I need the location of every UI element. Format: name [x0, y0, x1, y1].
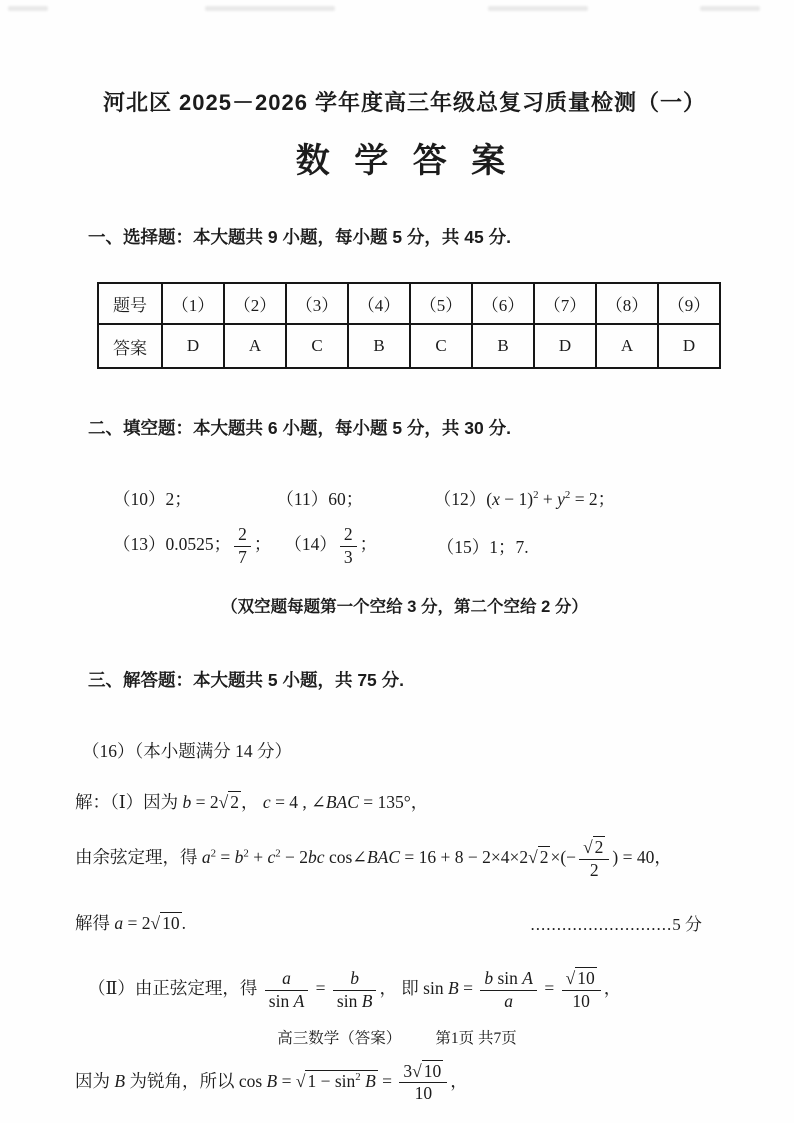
question-number-cell: （5）	[410, 283, 472, 324]
question-number-cell: （1）	[162, 283, 224, 324]
double-blank-scoring-note: （双空题每题第一个空给 3 分，第二个空给 2 分）	[221, 598, 588, 617]
fillin-answer-13: （13）0.0525； $\frac{2}{7}$ ；	[113, 524, 272, 567]
score-annotation	[531, 910, 703, 935]
question-number-cell: （3）	[286, 283, 348, 324]
scan-artifact	[205, 6, 335, 11]
answer-title: 数 学 答 案	[295, 143, 514, 180]
table-header-answer: 答案	[98, 324, 162, 368]
answer-cell: A	[596, 324, 658, 368]
solution-line-4: （Ⅱ）由正弦定理，得 $\frac{a}{\text{sin A}}$ = $\frac{b}{\text{sin B}}$ ， 即 sin B = $\frac{\text{b sin A}}{a}$ = $\frac{√ 10}{10}$ ，	[88, 968, 622, 1011]
page-content	[0, 86, 794, 1104]
scan-artifact	[8, 6, 48, 11]
answer-cell: D	[162, 324, 224, 368]
answer-cell: D	[534, 324, 596, 368]
fillin-answer-12: $(12)(x - 1)^2 + y^2 = 2$；	[433, 489, 616, 509]
question-number-cell: （7）	[534, 283, 596, 324]
answer-cell: C	[286, 324, 348, 368]
table-row-answers	[98, 324, 720, 368]
section2-heading: 二、填空题：本大题共 6 小题，每小题 5 分，共 30 分.	[88, 418, 511, 438]
question-number-cell: （6）	[472, 283, 534, 324]
solution-line-2: 由余弦定理，得 $a^2 = b^2 + c^2 - 2bc$ cos∠BAC = 16 + 8 − 2×4×2√ 2 ×(− $\frac{√ 2}{2}$ ) = 40，	[75, 837, 672, 880]
table-row-question-numbers	[98, 283, 720, 324]
fillin-answer-10: （10）2；	[113, 489, 192, 509]
answer-cell: B	[348, 324, 410, 368]
footer-page-label: 第1页 共7页	[435, 1030, 517, 1047]
choice-answer-table	[97, 282, 721, 369]
question-number-cell: （4）	[348, 283, 410, 324]
page-footer	[0, 1026, 794, 1048]
fillin-answer-14: （14） $\frac{2}{3}$ ；	[284, 524, 378, 567]
answer-cell: C	[410, 324, 472, 368]
footer-doc-label: 高三数学（答案）	[277, 1030, 402, 1047]
scan-artifact	[700, 6, 760, 11]
solution-line-5: 因为 B 为锐角，所以 cos B = √ $1 - \sin^2 B$ = $\frac{3√ 10}{10}$ ，	[75, 1060, 468, 1104]
dots-leader: ...........................	[530, 915, 673, 935]
solution-line-1: 解：（Ⅰ）因为 b = 2√ 2 ， c = 4 , ∠BAC = 135°，	[75, 792, 429, 813]
solution-line-3-result: 解得 a = 2√ 10 .	[75, 913, 186, 934]
answer-cell: A	[224, 324, 286, 368]
answer-cell: B	[472, 324, 534, 368]
fillin-row-2	[113, 525, 734, 567]
fillin-answer-11: （11）60；	[276, 489, 364, 509]
score-label: 5 分	[672, 915, 702, 935]
question-number-cell: （2）	[224, 283, 286, 324]
table-header-question-number: 题号	[98, 283, 162, 324]
question16-header: （16）（本小题满分 14 分）	[82, 741, 292, 762]
fillin-row-1	[113, 486, 734, 511]
answer-cell: D	[658, 324, 720, 368]
fillin-answer-15: （15）1；7.	[436, 536, 529, 557]
section3-heading: 三、解答题：本大题共 5 小题，共 75 分.	[88, 670, 405, 691]
scan-artifacts	[0, 6, 794, 18]
question-number-cell: （9）	[658, 283, 720, 324]
scan-artifact	[488, 6, 588, 11]
exam-title: 河北区 2025－2026 学年度高三年级总复习质量检测（一）	[102, 90, 707, 115]
solution-line-3	[75, 910, 734, 935]
section1-heading: 一、选择题：本大题共 9 小题，每小题 5 分，共 45 分.	[88, 227, 511, 247]
question-number-cell: （8）	[596, 283, 658, 324]
